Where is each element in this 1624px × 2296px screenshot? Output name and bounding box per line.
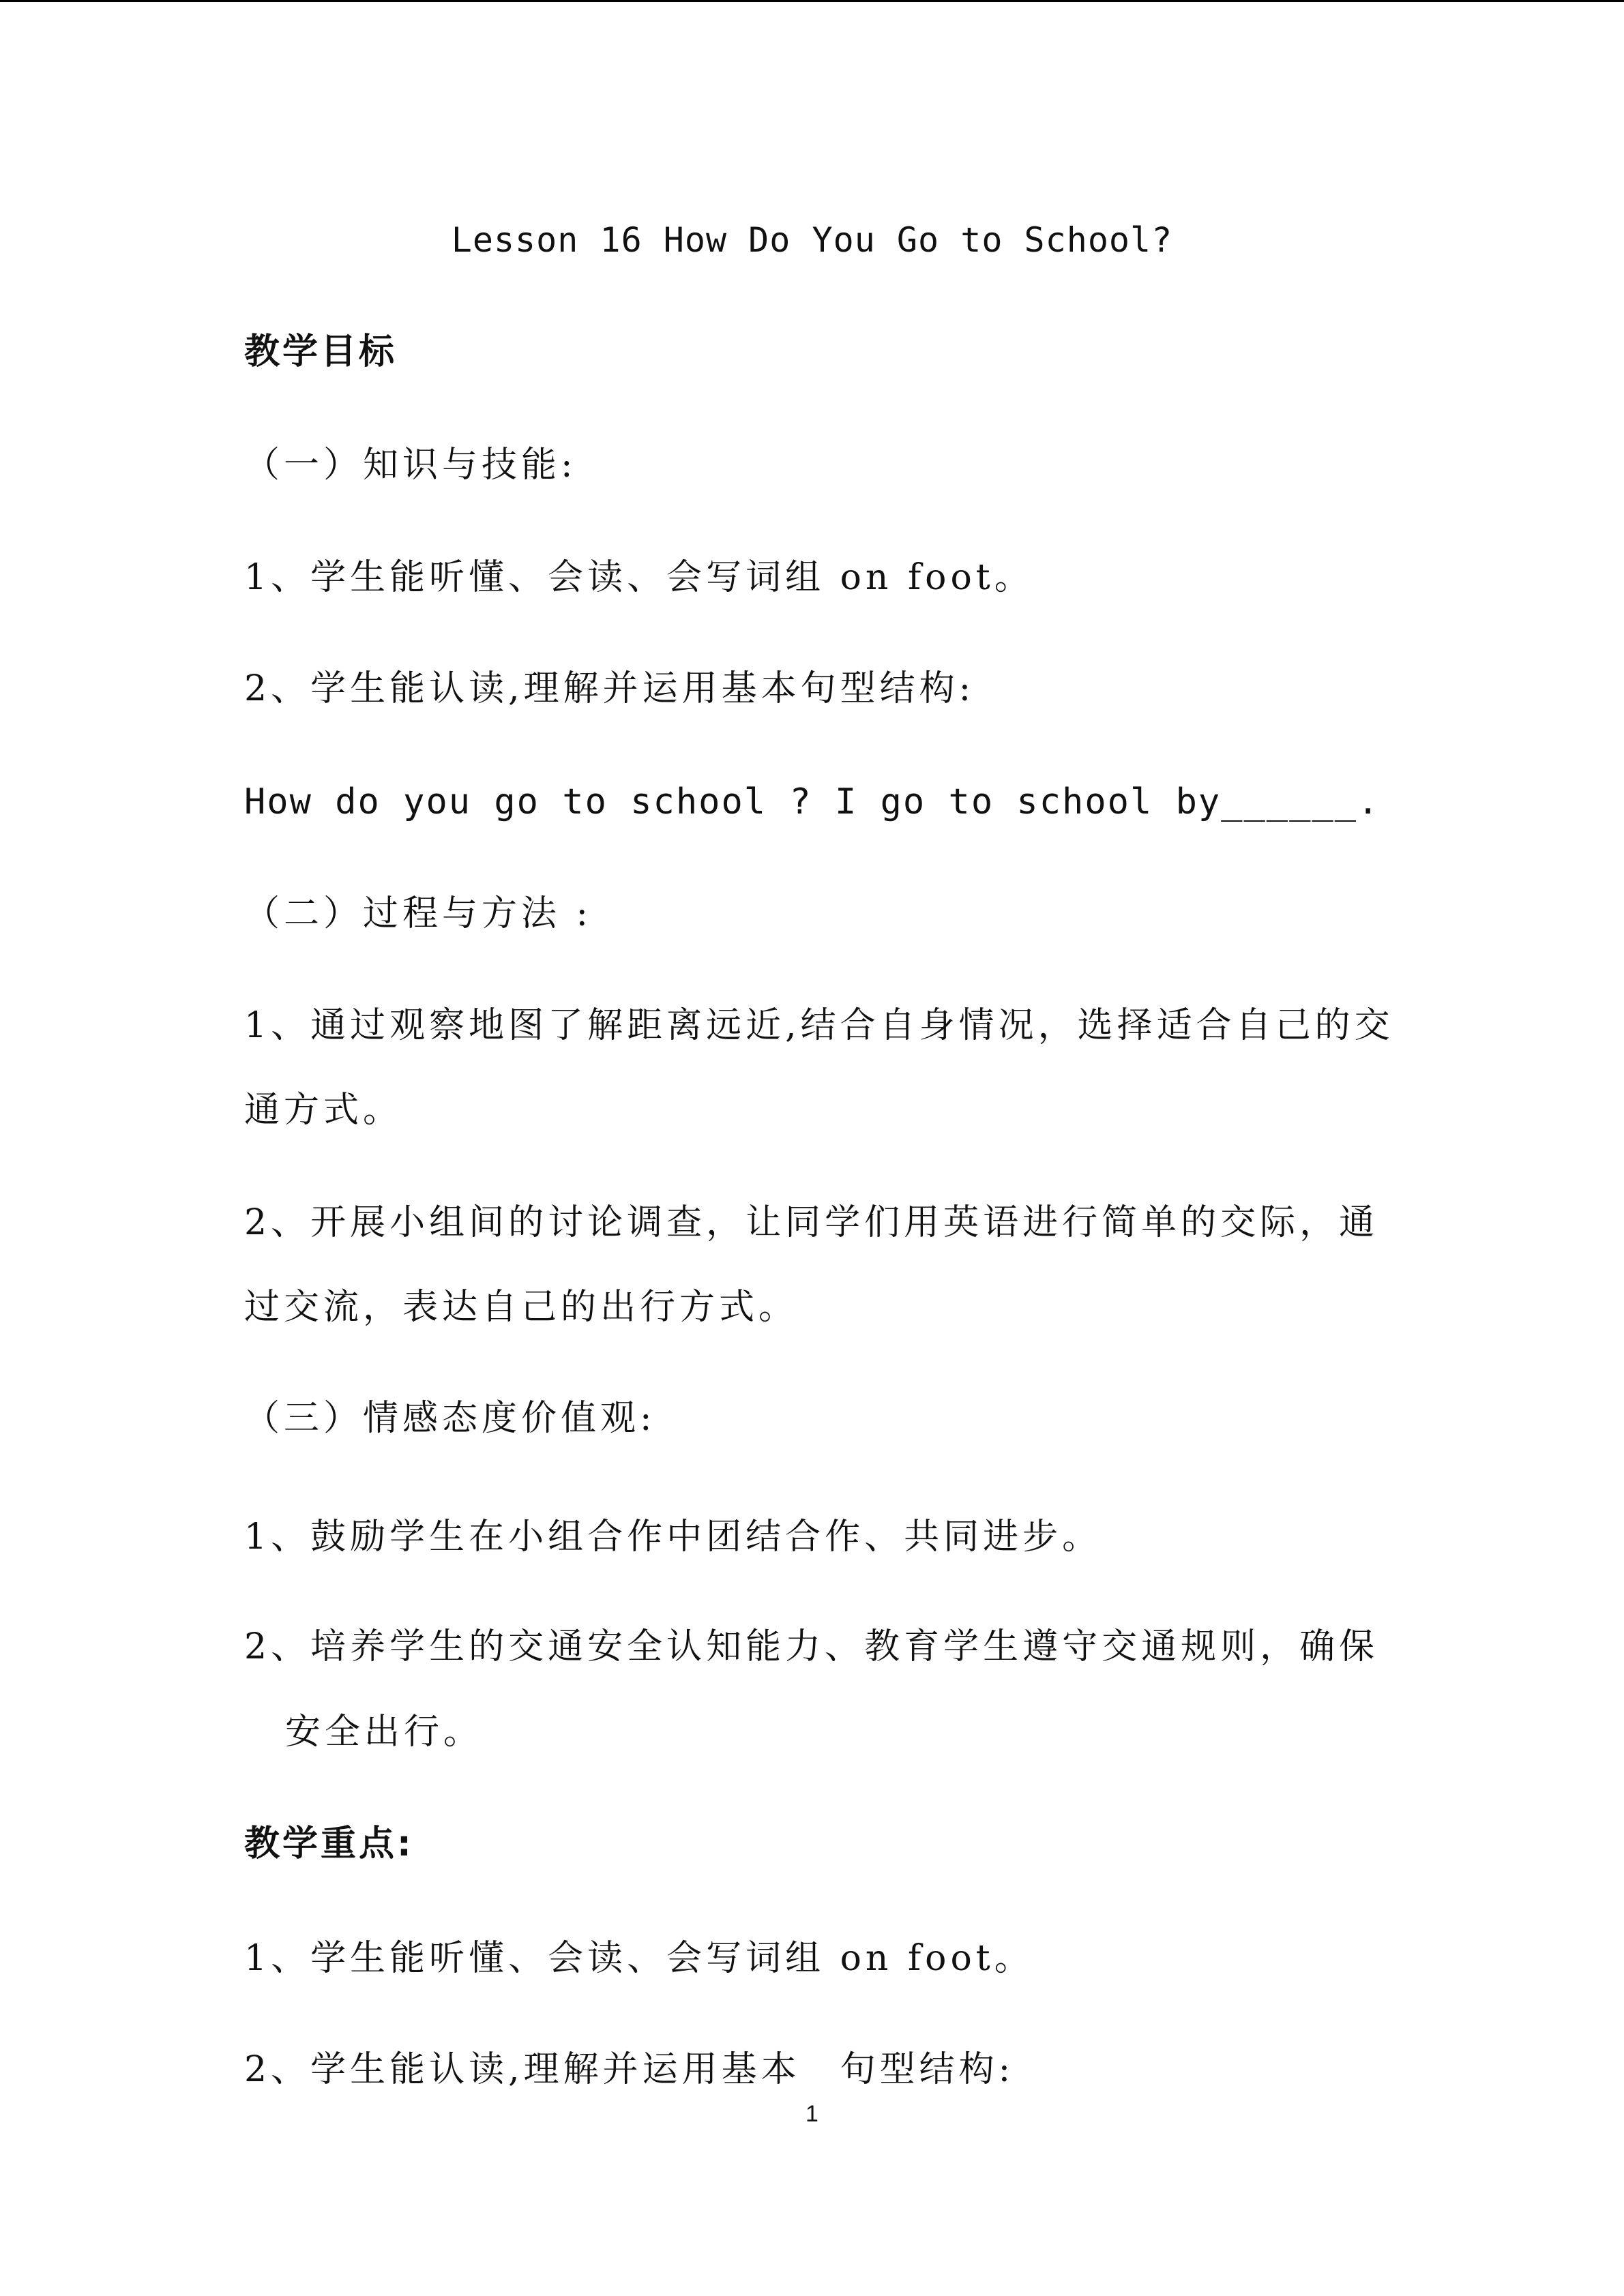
- process-item-2-line-1: 2、开展小组间的讨论调查，让同学们用英语进行简单的交际，通: [244, 1202, 1379, 1243]
- values-item-2-line-2: 安全出行。: [285, 1712, 484, 1753]
- sentence-pattern: How do you go to school ? I go to school by______.: [244, 781, 1381, 822]
- document-title: Lesson 16 How Do You Go to School?: [451, 220, 1173, 260]
- process-item-1-line-2: 通方式。: [244, 1090, 403, 1131]
- knowledge-item-2: 2、学生能认读,理解并运用基本句型结构:: [244, 668, 975, 709]
- knowledge-skills-heading: （一）知识与技能:: [244, 445, 577, 486]
- page-number: 1: [806, 2101, 818, 2127]
- key-point-2: 2、学生能认读,理解并运用基本 句型结构:: [244, 2049, 1015, 2090]
- values-heading: （三）情感态度价值观:: [244, 1398, 656, 1439]
- knowledge-item-1: 1、学生能听懂、会读、会写词组 on foot。: [244, 557, 1034, 598]
- process-item-1-line-1: 1、通过观察地图了解距离远近,结合自身情况，选择适合自己的交: [244, 1005, 1394, 1046]
- process-method-heading: （二）过程与方法 :: [244, 893, 593, 934]
- key-point-1: 1、学生能听懂、会读、会写词组 on foot。: [244, 1938, 1034, 1979]
- objectives-heading: 教学目标: [244, 331, 398, 372]
- key-points-heading: 教学重点:: [244, 1823, 414, 1864]
- process-item-2-line-2: 过交流，表达自己的出行方式。: [244, 1287, 799, 1328]
- values-item-1: 1、鼓励学生在小组合作中团结合作、共同进步。: [244, 1517, 1102, 1557]
- values-item-2-line-1: 2、培养学生的交通安全认知能力、教育学生遵守交通规则，确保: [244, 1626, 1379, 1667]
